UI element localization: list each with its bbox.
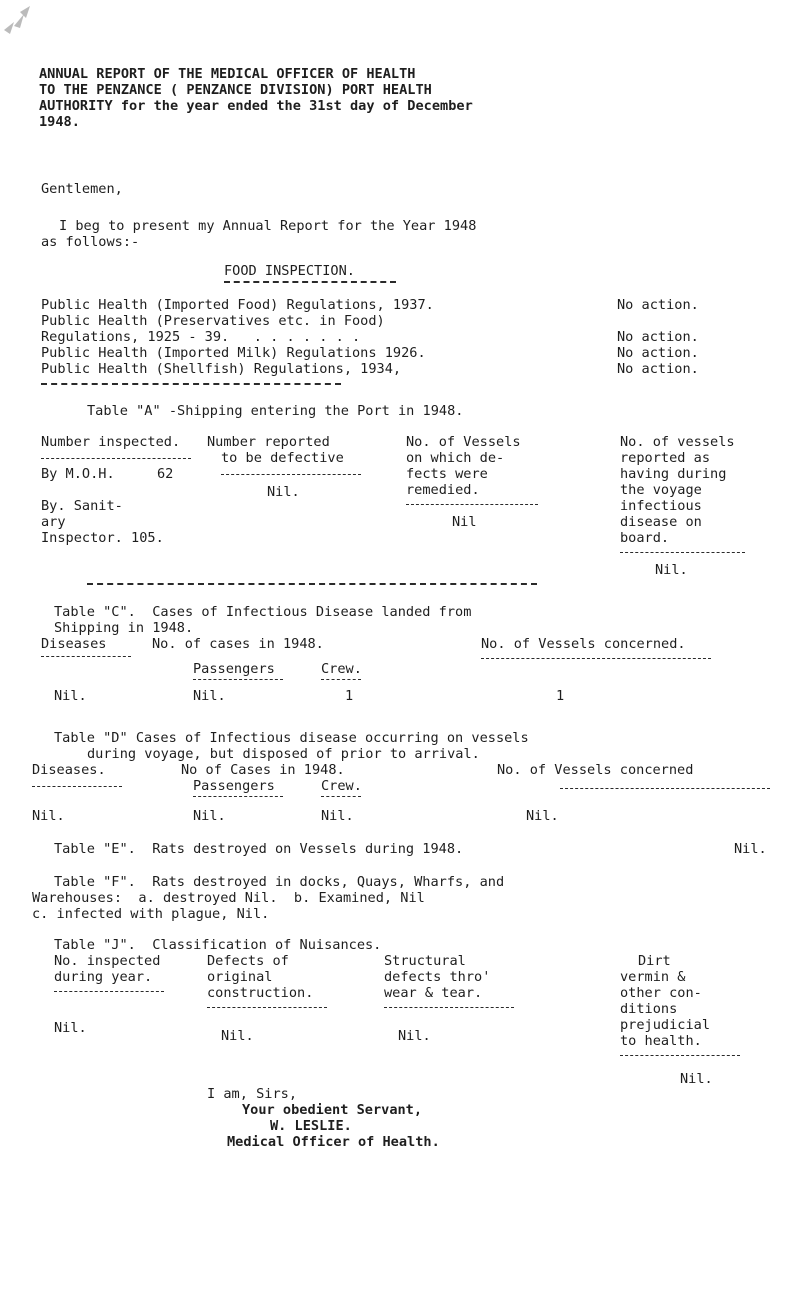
table-d-crew-rule — [321, 796, 361, 797]
table-j-col4-header-1: Dirt — [638, 953, 671, 969]
table-c-col2-header: No. of cases in 1948. — [152, 636, 324, 652]
table-c-col3-header: No. of Vessels concerned. — [481, 636, 686, 652]
food-section-divider — [41, 383, 341, 385]
food-row-1-status: No action. — [617, 297, 699, 313]
table-c-col1-header: Diseases — [41, 636, 107, 652]
table-d-crew-header: Crew. — [321, 778, 362, 794]
table-j-col4-rule — [620, 1055, 740, 1056]
food-row-5-label: Public Health (Shellfish) Regulations, 1934, — [41, 361, 402, 377]
table-d-col3-rule — [560, 788, 770, 789]
table-a-col4-header-3: having during — [620, 466, 727, 482]
table-j-col4-header-4: ditions — [620, 1001, 678, 1017]
table-j-col3-value: Nil. — [398, 1028, 431, 1044]
intro-line-2: as follows:- — [41, 234, 140, 250]
table-j-col2-header-2: original — [207, 969, 273, 985]
table-c-passengers-header: Passengers — [193, 661, 275, 677]
table-j-col3-rule — [384, 1007, 514, 1008]
table-a-col4-value: Nil. — [655, 562, 688, 578]
table-c-vessels-value: 1 — [556, 688, 565, 704]
header-line-2: TO THE PENZANCE ( PENZANCE DIVISION) PORT HEALTH — [39, 82, 432, 98]
table-a-col2-header-1: Number reported — [207, 434, 330, 450]
table-d-col2-header: No of Cases in 1948. — [181, 762, 345, 778]
table-a-col2-header-2: to be defective — [221, 450, 344, 466]
table-f-line-3: c. infected with plague, Nil. — [32, 906, 270, 922]
table-d-col1-rule — [32, 786, 122, 787]
table-a-col4-header-6: disease on — [620, 514, 702, 530]
table-a-col4-header-2: reported as — [620, 450, 711, 466]
table-c-title-2: Shipping in 1948. — [54, 620, 194, 636]
food-row-1-label: Public Health (Imported Food) Regulations, 1937. — [41, 297, 434, 313]
table-a-col3-header-1: No. of Vessels — [406, 434, 521, 450]
table-j-col1-value: Nil. — [54, 1020, 87, 1036]
table-a-col3-header-3: fects were — [406, 466, 488, 482]
food-row-3-status: No action. — [617, 329, 699, 345]
table-e-value: Nil. — [734, 841, 767, 857]
table-c-crew-value: 1 — [345, 688, 354, 704]
table-a-col4-header-1: No. of vessels — [620, 434, 735, 450]
table-j-col4-value: Nil. — [680, 1071, 713, 1087]
table-a-col3-rule — [406, 504, 538, 505]
closing-title: Medical Officer of Health. — [227, 1134, 440, 1150]
closing-line-2: Your obedient Servant, — [242, 1102, 423, 1118]
table-a-col3-value: Nil — [452, 514, 477, 530]
table-f-line-1: Table "F". Rats destroyed in docks, Quays, Wharfs, and — [54, 874, 505, 890]
table-a-inspected-by-sanitary: By. Sanit- — [41, 498, 123, 514]
table-j-col1-header-1: No. inspected — [54, 953, 161, 969]
food-row-5-status: No action. — [617, 361, 699, 377]
table-c-passengers-value: Nil. — [193, 688, 226, 704]
table-d-col3-header: No. of Vessels concerned — [497, 762, 694, 778]
table-a-col4-header-4: the voyage — [620, 482, 702, 498]
table-a-divider — [87, 583, 537, 585]
table-a-title: Table "A" -Shipping entering the Port in 1948. — [87, 403, 464, 419]
table-f-line-2: Warehouses: a. destroyed Nil. b. Examined, Nil — [32, 890, 425, 906]
table-a-col2-rule — [221, 474, 361, 475]
table-a-col4-header-5: infectious — [620, 498, 702, 514]
header-line-3: AUTHORITY for the year ended the 31st day of December — [39, 98, 473, 114]
table-j-col1-rule — [54, 991, 164, 992]
table-d-crew-value: Nil. — [321, 808, 354, 824]
table-a-col4-rule — [620, 552, 745, 553]
table-j-col2-header-1: Defects of — [207, 953, 289, 969]
table-j-col4-header-6: to health. — [620, 1033, 702, 1049]
heading-underline — [224, 281, 396, 283]
table-j-col3-header-1: Structural — [384, 953, 466, 969]
table-j-col1-header-2: during year. — [54, 969, 153, 985]
table-c-col1-rule — [41, 656, 131, 657]
table-j-col2-value: Nil. — [221, 1028, 254, 1044]
table-j-col2-rule — [207, 1007, 327, 1008]
table-a-col3-header-2: on which de- — [406, 450, 505, 466]
table-d-title-1: Table "D" Cases of Infectious disease occurring on vessels — [54, 730, 529, 746]
table-a-inspected-by-moh: By M.O.H. — [41, 466, 115, 482]
table-j-col4-header-2: vermin & — [620, 969, 686, 985]
header-line-1: ANNUAL REPORT OF THE MEDICAL OFFICER OF HEALTH — [39, 66, 416, 82]
table-c-passengers-rule — [193, 679, 283, 680]
food-row-4-label: Public Health (Imported Milk) Regulations 1926. — [41, 345, 426, 361]
table-j-col3-header-3: wear & tear. — [384, 985, 483, 1001]
table-a-col3-header-4: remedied. — [406, 482, 480, 498]
table-a-col1-header: Number inspected. — [41, 434, 181, 450]
stamp-mark-icon — [0, 0, 40, 40]
table-a-inspected-by-sanitary-3: Inspector. 105. — [41, 530, 164, 546]
table-c-crew-header: Crew. — [321, 661, 362, 677]
table-d-vessels-value: Nil. — [526, 808, 559, 824]
food-row-3-label: Regulations, 1925 - 39. . . . . . . . — [41, 329, 361, 345]
food-row-2-label: Public Health (Preservatives etc. in Food) — [41, 313, 385, 329]
intro-line-1: I beg to present my Annual Report for the Year 1948 — [59, 218, 477, 234]
table-c-title-1: Table "C". Cases of Infectious Disease landed from — [54, 604, 472, 620]
table-d-passengers-header: Passengers — [193, 778, 275, 794]
table-j-col4-header-5: prejudicial — [620, 1017, 711, 1033]
table-a-col1-rule — [41, 458, 191, 459]
closing-signature: W. LESLIE. — [270, 1118, 352, 1134]
table-j-col3-header-2: defects thro' — [384, 969, 491, 985]
table-c-disease-value: Nil. — [54, 688, 87, 704]
header-line-4: 1948. — [39, 114, 80, 130]
table-j-col4-header-3: other con- — [620, 985, 702, 1001]
table-c-col3-rule — [481, 658, 711, 659]
food-inspection-heading: FOOD INSPECTION. — [224, 263, 355, 279]
table-a-inspected-moh-count: 62 — [157, 466, 174, 482]
table-d-passengers-value: Nil. — [193, 808, 226, 824]
table-a-inspected-by-sanitary-2: ary — [41, 514, 66, 530]
table-a-col4-header-7: board. — [620, 530, 670, 546]
salutation: Gentlemen, — [41, 181, 123, 197]
table-d-title-2: during voyage, but disposed of prior to arrival. — [87, 746, 480, 762]
table-a-col2-value: Nil. — [267, 484, 300, 500]
table-j-col2-header-3: construction. — [207, 985, 314, 1001]
table-d-disease-value: Nil. — [32, 808, 65, 824]
food-row-4-status: No action. — [617, 345, 699, 361]
table-d-passengers-rule — [193, 796, 283, 797]
table-e-text: Table "E". Rats destroyed on Vessels during 1948. — [54, 841, 464, 857]
table-j-title: Table "J". Classification of Nuisances. — [54, 937, 382, 953]
closing-line-1: I am, Sirs, — [207, 1086, 298, 1102]
table-d-col1-header: Diseases. — [32, 762, 106, 778]
table-c-crew-rule — [321, 679, 361, 680]
